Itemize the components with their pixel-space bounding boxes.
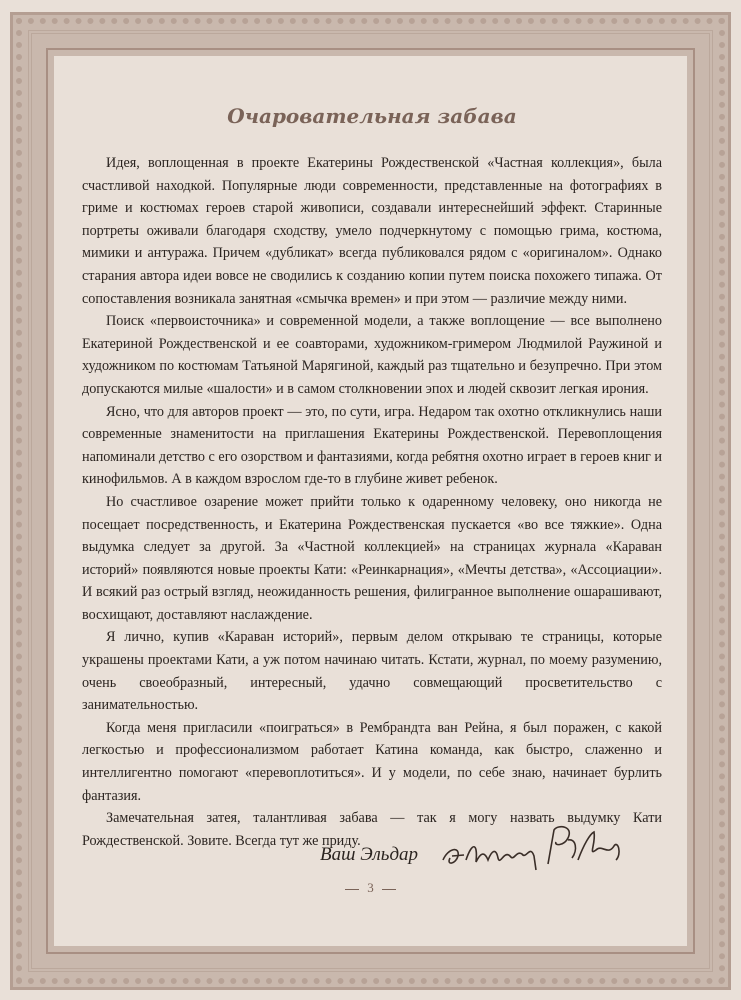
dash-left	[345, 889, 359, 890]
paragraph: Замечательная затея, талантливая забава — так я могу назвать выдумку Кати Рождественской. Зовите. Всегда тут же приду.	[82, 810, 662, 849]
paragraph: Когда меня пригласили «поиграться» в Рембрандта ван Рейна, я был поражен, с какой легкостью и профессионализмом работает Катина команда, как быстро, слаженно и интеллигентно помогают «перевоплотиться». И у модели, по себе знаю, начинает бурлить фантазия.	[82, 719, 662, 804]
page-number-value: 3	[367, 880, 374, 895]
paragraph: Я лично, купив «Караван историй», первым делом открываю те страницы, которые украшены проектами Кати, а уж потом начинаю читать. Кстати, журнал, по моему разумению, очень своеобразный, интересный, удачно совмещающий просветительство с занимательностью.	[82, 629, 662, 714]
signature-block	[320, 820, 620, 880]
handwritten-signature	[438, 820, 628, 880]
paragraph: Ясно, что для авторов проект — это, по сути, игра. Недаром так охотно откликнулись наши современные знаменитости на приглашения Екатерины Рождественской. Перевоплощения напоминали детство с его озорством и фантазиями, когда ребятня охотно играет в героев книг и кинофильмов. А в каждом взрослом где-то в глубине живет ребенок.	[82, 403, 663, 488]
article	[82, 100, 662, 852]
paragraph: Идея, воплощенная в проекте Екатерины Рождественской «Частная коллекция», была счастливой находкой. Популярные люди современности, представленные на фотографиях в гриме и костюмах героев старой живописи, создавали интереснейший эффект. Старинные портреты оживали благодаря сходству, умело подчеркнутому с помощью грима, костюма, мимики и антуража. Причем «дубликат» всегда публиковался рядом с «оригиналом». Однако старания автора идеи вовсе не сводились к созданию копии путем поиска похожего типажа. От сопоставления возникала занятная «смычка времен» и при этом — различие между ними.	[82, 155, 662, 307]
dash-right	[382, 889, 396, 890]
signature-label: Ваш Эльдар	[320, 844, 419, 865]
paragraph: Но счастливое озарение может прийти только к одаренному человеку, оно никогда не посещает посредственность, и Екатерина Рождественская пускается «во все тяжкие». Одна выдумка следует за другой. За «Частной коллекцией» на страницах журнала «Караван историй» появляются новые проекты Кати: «Реинкарнация», «Мечты детства», «Ассоциации». И всякий раз острый взгляд, неожиданность решения, филигранное выполнение ошарашивают, восхищают, доставляют наслаждение.	[82, 493, 662, 623]
paragraph: Поиск «первоисточника» и современной модели, а также воплощение — все выполнено Екатериной Рождественской и ее соавторами, художником-гримером Людмилой Раужиной и художником по костюмам Татьяной Марягиной, каждый раз тщательно и безупречно. При этом допускаются милые «шалости» и в самом столкновении эпох и людей сквозит легкая ирония.	[82, 313, 662, 397]
page-title: Очаровательная забава	[227, 104, 517, 128]
page-number	[0, 880, 741, 896]
